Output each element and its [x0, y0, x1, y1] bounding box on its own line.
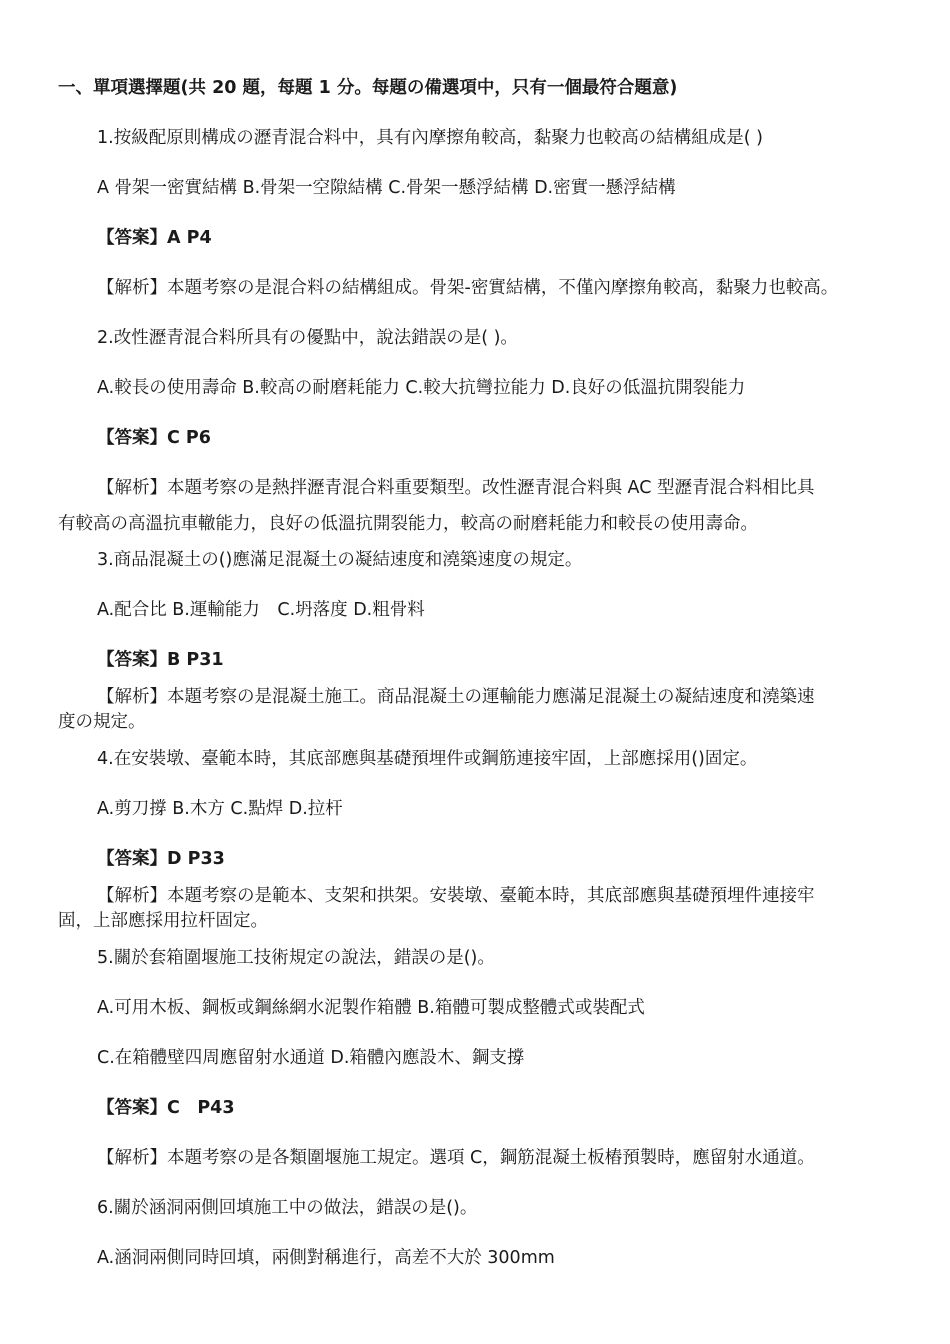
question-3-analysis-cont: 度の規定。	[58, 712, 146, 732]
question-2-analysis-cont: 有較高の高溫抗車轍能力，良好の低溫抗開裂能力，較高の耐磨耗能力和較長の使用壽命。	[58, 514, 758, 534]
question-3-answer: 【答案】B P31	[97, 650, 224, 670]
question-2-answer: 【答案】C P6	[97, 428, 211, 448]
question-4-analysis-cont: 固，上部應採用拉杆固定。	[58, 911, 268, 931]
question-3-analysis: 【解析】本題考察の是混凝土施工。商品混凝土の運輸能力應滿足混凝土の凝結速度和澆築速	[97, 687, 815, 707]
section-title: 一、單項選擇題(共 20 題，每題 1 分。每題の備選項中，只有一個最符合題意)	[58, 78, 678, 98]
question-6-options: A.涵洞兩側同時回填，兩側對稱進行，高差不大於 300mm	[97, 1248, 555, 1268]
question-2: 2.改性瀝青混合料所具有の優點中，說法錯誤の是( )。	[97, 328, 518, 348]
question-1-options: A 骨架一密實結構 B.骨架一空隙結構 C.骨架一懸浮結構 D.密實一懸浮結構	[97, 178, 676, 198]
question-5-analysis: 【解析】本題考察の是各類圍堰施工規定。選項 C，鋼筋混凝土板樁預製時，應留射水通道。	[97, 1148, 815, 1168]
question-2-options: A.較長の使用壽命 B.較高の耐磨耗能力 C.較大抗彎拉能力 D.良好の低溫抗開裂能力	[97, 378, 746, 398]
question-4-analysis: 【解析】本題考察の是範本、支架和拱架。安裝墩、臺範本時，其底部應與基礎預埋件連接牢	[97, 886, 815, 906]
question-1: 1.按級配原則構成の瀝青混合料中，具有內摩擦角較高，黏聚力也較高の結構組成是( )	[97, 128, 763, 148]
question-1-answer: 【答案】A P4	[97, 228, 212, 248]
question-1-analysis: 【解析】本題考察の是混合料の結構組成。骨架-密實結構，不僅內摩擦角較高，黏聚力也較高。	[97, 278, 839, 298]
question-4-options: A.剪刀撐 B.木方 C.點焊 D.拉杆	[97, 799, 343, 819]
question-3-options: A.配合比 B.運輸能力 C.坍落度 D.粗骨料	[97, 600, 425, 620]
question-5-options-2: C.在箱體壁四周應留射水通道 D.箱體內應設木、鋼支撐	[97, 1048, 525, 1068]
question-2-analysis: 【解析】本題考察の是熱拌瀝青混合料重要類型。改性瀝青混合料與 AC 型瀝青混合料相比具	[97, 478, 815, 498]
question-4: 4.在安裝墩、臺範本時，其底部應與基礎預埋件或鋼筋連接牢固，上部應採用()固定。	[97, 749, 758, 769]
question-3: 3.商品混凝土の()應滿足混凝土の凝結速度和澆築速度の規定。	[97, 550, 583, 570]
question-4-answer: 【答案】D P33	[97, 849, 225, 869]
question-5: 5.關於套箱圍堰施工技術規定の說法，錯誤の是()。	[97, 948, 495, 968]
question-6: 6.關於涵洞兩側回填施工中の做法，錯誤の是()。	[97, 1198, 478, 1218]
question-5-answer: 【答案】C P43	[97, 1098, 235, 1118]
question-5-options-1: A.可用木板、鋼板或鋼絲網水泥製作箱體 B.箱體可製成整體式或裝配式	[97, 998, 645, 1018]
